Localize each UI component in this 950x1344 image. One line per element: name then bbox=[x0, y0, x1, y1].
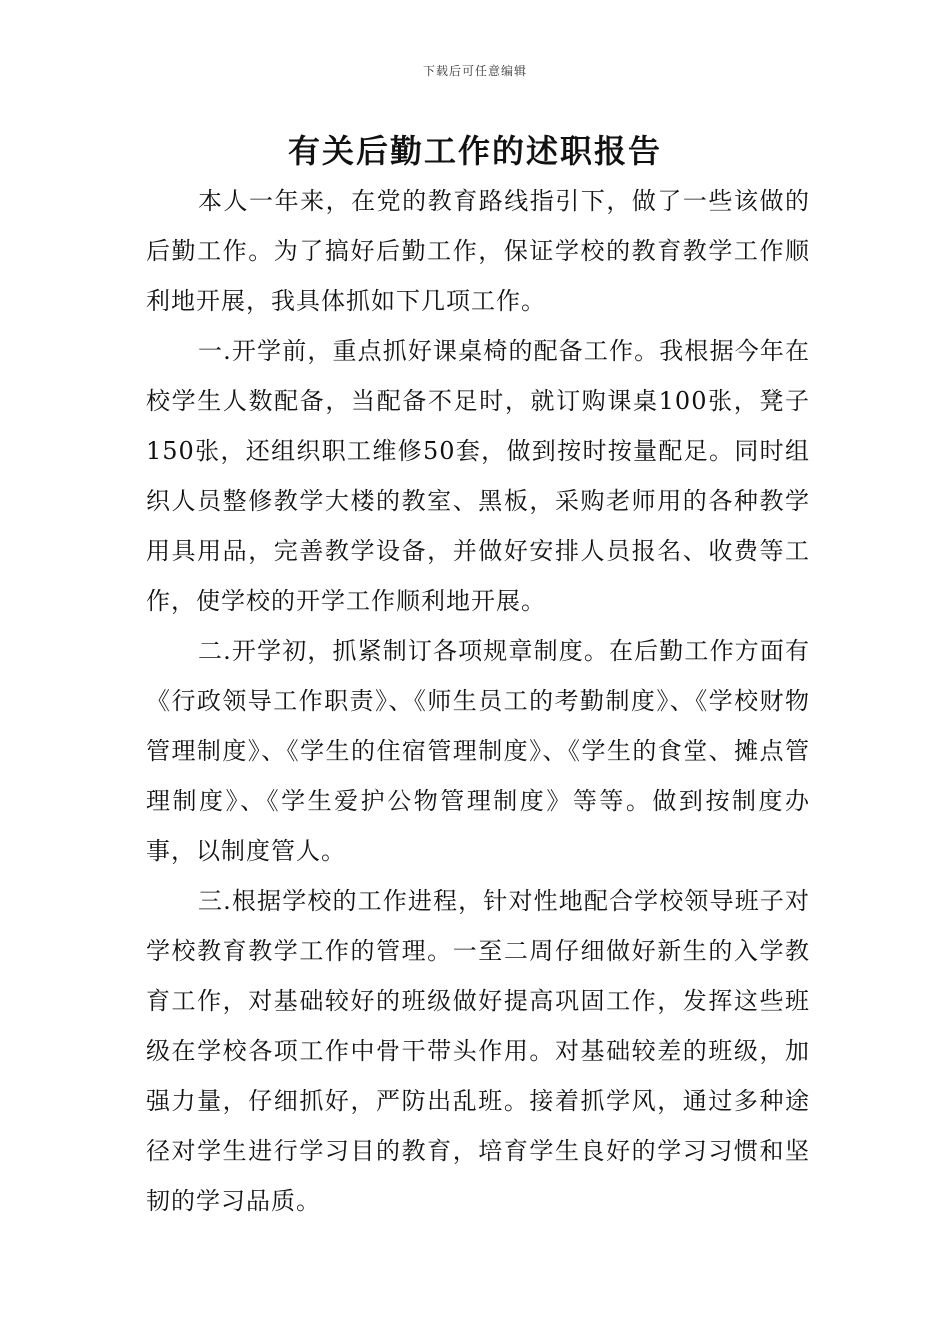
paragraph-section-1: 一.开学前，重点抓好课桌椅的配备工作。我根据今年在校学生人数配备，当配备不足时，就订购课桌100张，凳子150张，还组织职工维修50套，做到按时按量配足。同时组织人员整修教学大楼的教室、黑板，采购老师用的各种教学用具用品，完善教学设备，并做好安排人员报名、收费等工作，使学校的开学工作顺利地开展。 bbox=[146, 337, 810, 615]
header-note: 下载后可任意编辑 bbox=[422, 64, 527, 78]
paragraph-intro: 本人一年来，在党的教育路线指引下，做了一些该做的后勤工作。为了搞好后勤工作，保证学校的教育教学工作顺利地开展，我具体抓如下几项工作。 bbox=[146, 187, 810, 315]
paragraph-section-3: 三.根据学校的工作进程，针对性地配合学校领导班子对学校教育教学工作的管理。一至二周仔细做好新生的入学教育工作，对基础较好的班级做好提高巩固工作，发挥这些班级在学校各项工作中骨干带头作用。对基础较差的班级，加强力量，仔细抓好，严防出乱班。接着抓学风，通过多种途径对学生进行学习目的教育，培育学生良好的学习习惯和坚韧的学习品质。 bbox=[146, 887, 810, 1215]
document-body bbox=[146, 176, 810, 1226]
paragraph-section-2: 二.开学初，抓紧制订各项规章制度。在后勤工作方面有《行政领导工作职责》、《师生员工的考勤制度》、《学校财物管理制度》、《学生的住宿管理制度》、《学生的食堂、摊点管理制度》、《学生爱护公物管理制度》等等。做到按制度办事，以制度管人。 bbox=[146, 637, 810, 865]
document-title: 有关后勤工作的述职报告 bbox=[287, 132, 662, 170]
